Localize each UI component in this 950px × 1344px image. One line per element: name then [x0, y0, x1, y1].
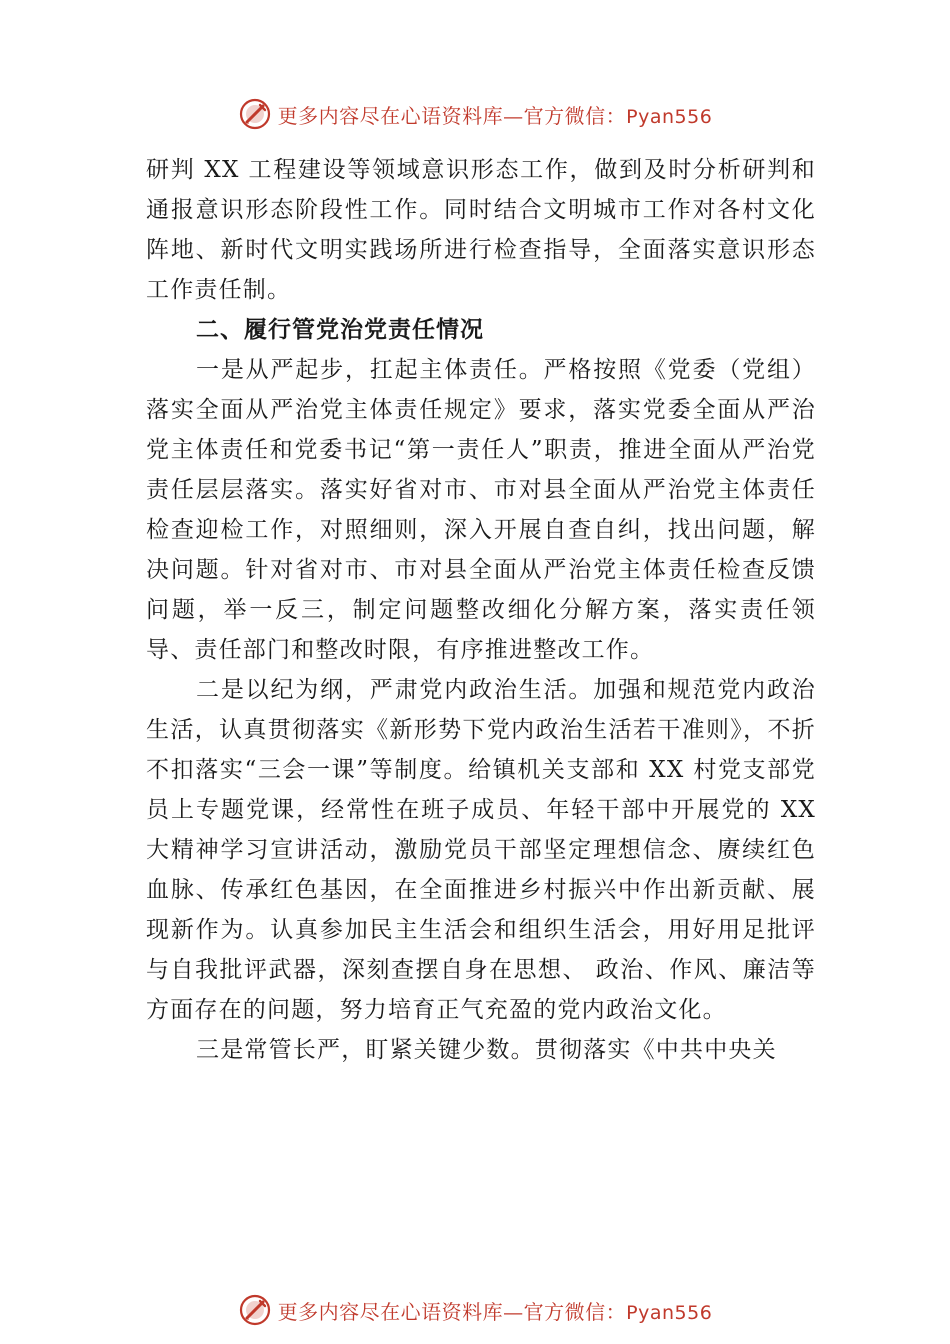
section-heading: 二、履行管党治党责任情况	[196, 317, 484, 343]
header-watermark	[0, 94, 950, 134]
paragraph-responsibility: 一是从严起步，扛起主体责任。严格按照《党委（党组）落实全面从严治党主体责任规定》要求，落实党委全面从严治党主体责任和党委书记“第一责任人”职责，推进全面从严治党责任层层落实。落实好省对市、市对县全面从严治党主体责任检查迎检工作，对照细则，深入开展自查自纠，找出问题，解决问题。针对省对市、市对县全面从严治党主体责任检查反馈问题，举一反三，制定问题整改细化分解方案，落实责任领导、责任部门和整改时限，有序推进整改工作。	[146, 357, 816, 663]
watermark-text: 更多内容尽在心语资料库—官方微信：Pyan556	[277, 103, 713, 128]
paragraph-key-minority: 三是常管长严，盯紧关键少数。贯彻落实《中共中央关	[196, 1037, 777, 1063]
footer-watermark	[0, 1290, 950, 1330]
paragraph-political-life: 二是以纪为纲，严肃党内政治生活。加强和规范党内政治生活，认真贯彻落实《新形势下党内政治生活若干准则》，不折不扣落实“三会一课”等制度。给镇机关支部和 XX 村党支部党员上专题党课，经常性在班子成员、年轻干部中开展党的 XX 大精神学习宣讲活动，激励党员干部坚定理想信念、赓续红色血脉、传承红色基因，在全面推进乡村振兴中作出新贡献、展现新作为。认真参加民主生活会和组织生活会，用好用足批评与自我批评武器，深刻查摆自身在思想、 政治、作风、廉洁等方面存在的问题，努力培育正气充盈的党内政治文化。	[146, 677, 825, 1023]
pen-seal-icon	[238, 97, 272, 131]
wechat-id: Pyan556	[626, 105, 713, 128]
paragraph-continued: 研判 XX 工程建设等领域意识形态工作，做到及时分析研判和通报意识形态阶段性工作。同时结合文明城市工作对各村文化阵地、新时代文明实践场所进行检查指导，全面落实意识形态工作责任制。	[146, 157, 816, 303]
document-body	[146, 150, 825, 1070]
watermark-text: 更多内容尽在心语资料库—官方微信：Pyan556	[277, 1299, 713, 1324]
pen-seal-icon	[238, 1293, 272, 1327]
wechat-id: Pyan556	[626, 1301, 713, 1324]
